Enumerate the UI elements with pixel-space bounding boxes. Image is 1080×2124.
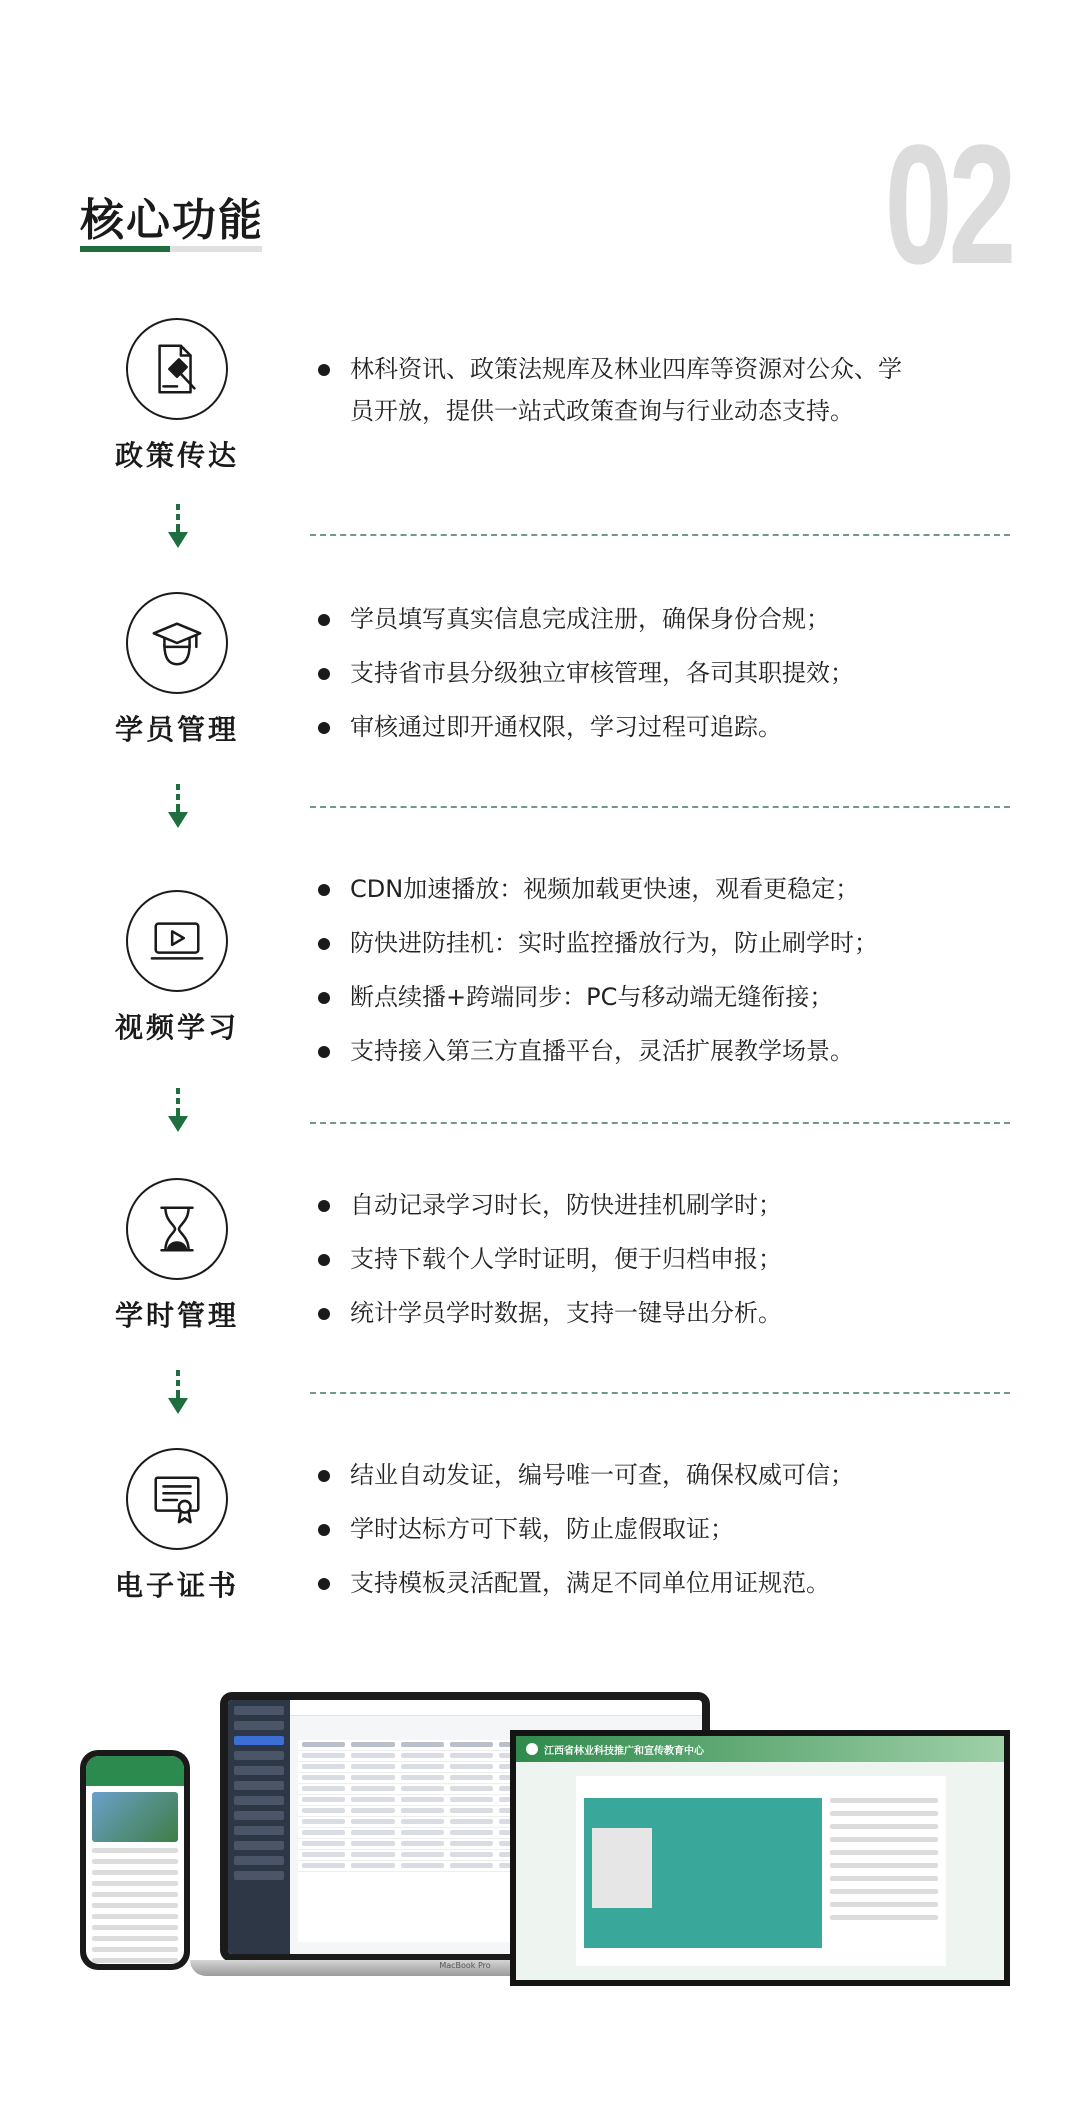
- portal-header: [516, 1736, 1004, 1762]
- bullet-item: 审核通过即开通权限，学习过程可追踪。: [312, 700, 1012, 754]
- section-icon-col: [112, 1178, 242, 1334]
- device-mockups: [80, 1680, 1010, 2000]
- portal-title: 江西省林业科技推广和宣传教育中心: [544, 1745, 704, 1757]
- section-divider: [310, 806, 1010, 808]
- monitor-mockup: [510, 1730, 1010, 1986]
- page-header: [0, 0, 1080, 300]
- bullet-item: 防快进防挂机：实时监控播放行为，防止刷学时；: [312, 916, 1012, 970]
- portal-content-card: [576, 1776, 946, 1966]
- section-divider: [310, 1392, 1010, 1394]
- bullet-item: 支持省市县分级独立审核管理，各司其职提效；: [312, 646, 1012, 700]
- bullet-list: [312, 348, 1012, 432]
- bullet-item: CDN加速播放：视频加载更快速，观看更稳定；: [312, 862, 1012, 916]
- section-icon-col: [112, 1448, 242, 1604]
- laptop-brand: MacBook Pro: [439, 1961, 491, 1970]
- portal-logo-icon: [526, 1743, 538, 1755]
- down-arrow-icon: [166, 504, 190, 550]
- page-number: 02: [884, 110, 1012, 300]
- hourglass-icon: [126, 1178, 228, 1280]
- bullet-item: 断点续播+跨端同步：PC与移动端无缝衔接；: [312, 970, 1012, 1024]
- web-portal-screenshot: [516, 1736, 1004, 1980]
- bullet-item: 林科资讯、政策法规库及林业四库等资源对公众、学员开放，提供一站式政策查询与行业动态支持。: [312, 348, 902, 432]
- bullet-item: 支持模板灵活配置，满足不同单位用证规范。: [312, 1556, 1012, 1610]
- admin-topbar: [290, 1700, 702, 1716]
- bullet-item: 结业自动发证，编号唯一可查，确保权威可信；: [312, 1448, 1012, 1502]
- section-label: 学时管理: [114, 1299, 239, 1332]
- mobile-app-screenshot: [86, 1756, 184, 1964]
- portal-sidebar: [830, 1798, 938, 1948]
- page-title: 核心功能: [80, 195, 264, 246]
- bullet-item: 支持下载个人学时证明，便于归档申报；: [312, 1232, 1012, 1286]
- admin-sidebar: [228, 1700, 290, 1954]
- section-divider: [310, 534, 1010, 536]
- section-icon-col: [112, 890, 242, 1046]
- section-label: 政策传达: [114, 439, 239, 472]
- graduate-icon: [126, 592, 228, 694]
- down-arrow-icon: [166, 1370, 190, 1416]
- video-player: [584, 1798, 822, 1948]
- bullet-list: [312, 1448, 1012, 1610]
- down-arrow-icon: [166, 1088, 190, 1134]
- title-underline: [80, 246, 262, 252]
- bullet-list: [312, 1178, 1012, 1340]
- bullet-item: 统计学员学时数据，支持一键导出分析。: [312, 1286, 1012, 1340]
- phone-mockup: [80, 1750, 190, 1970]
- section-icon-col: [112, 318, 242, 474]
- bullet-item: 学员填写真实信息完成注册，确保身份合规；: [312, 592, 1012, 646]
- video-play-icon: [126, 890, 228, 992]
- bullet-list: [312, 592, 1012, 754]
- bullet-item: 学时达标方可下载，防止虚假取证；: [312, 1502, 1012, 1556]
- bullet-list: [312, 862, 1012, 1078]
- gavel-document-icon: [126, 318, 228, 420]
- section-label: 电子证书: [114, 1569, 239, 1602]
- section-icon-col: [112, 592, 242, 748]
- section-label: 学员管理: [114, 713, 239, 746]
- section-label: 视频学习: [114, 1011, 239, 1044]
- bullet-item: 自动记录学习时长，防快进挂机刷学时；: [312, 1178, 1012, 1232]
- section-divider: [310, 1122, 1010, 1124]
- down-arrow-icon: [166, 784, 190, 830]
- bullet-item: 支持接入第三方直播平台，灵活扩展教学场景。: [312, 1024, 1012, 1078]
- certificate-icon: [126, 1448, 228, 1550]
